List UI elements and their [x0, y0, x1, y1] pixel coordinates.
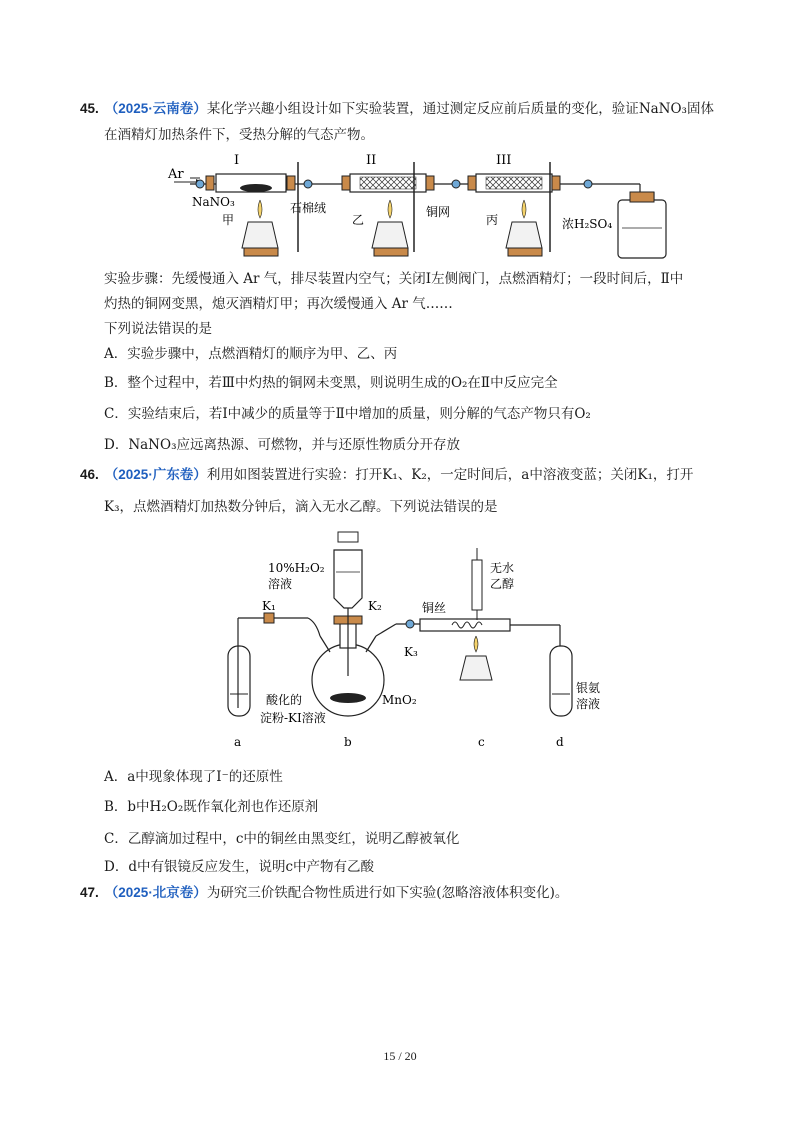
q45-steps-line2: 灼热的铜网变黑，熄灭酒精灯甲；再次缓慢通入 Ar 气……	[104, 296, 453, 312]
q46-label-mno2: MnO₂	[382, 693, 417, 707]
q45-prompt: 下列说法错误的是	[104, 321, 212, 337]
q45-label-asbestos: 石棉绒	[290, 201, 327, 215]
q45-number: 45.	[80, 101, 99, 116]
q45-label-tube1: I	[234, 153, 240, 168]
q45-stem	[80, 96, 730, 148]
q45-stem-line1-end: 固体	[686, 101, 714, 117]
q46-label-k2: K₂	[368, 599, 382, 613]
q46-label-c: c	[478, 735, 485, 749]
q46-label-anhydrous: 无水	[490, 561, 515, 575]
q46-option-a: A．a中现象体现了I⁻的还原性	[104, 769, 283, 785]
q47-number: 47.	[80, 885, 99, 900]
q46-stem-line1	[80, 464, 710, 486]
q46-apparatus-figure	[220, 528, 600, 750]
q46-label-h2o2: 10%H₂O₂	[268, 561, 325, 575]
q47-stem	[80, 882, 710, 904]
q45-option-b: B．整个过程中，若Ⅲ中灼热的铜网未变黑，则说明生成的O₂在Ⅱ中反应完全	[104, 375, 558, 391]
q45-label-tube2: II	[366, 153, 377, 168]
q46-stem-line2: K₃，点燃酒精灯加热数分钟后，滴入无水乙醇。下列说法错误的是	[104, 499, 498, 515]
q45-formula: NaNO₃	[638, 101, 687, 117]
q45-label-lamp1: 甲	[222, 213, 235, 227]
q47-source: （2025·北京卷）	[104, 885, 207, 900]
q46-option-d: D．d中有银镜反应发生，说明c中产物有乙酸	[104, 859, 375, 875]
q46-option-c: C．乙醇滴加过程中，c中的铜丝由黑变红，说明乙醇被氧化	[104, 831, 460, 847]
q45-steps-line1: 实验步骤：先缓慢通入 Ar 气，排尽装置内空气；关闭Ⅰ左侧阀门，点燃酒精灯；一段时间后，Ⅱ中	[104, 271, 684, 287]
q45-option-a: A．实验步骤中，点燃酒精灯的顺序为甲、乙、丙	[104, 346, 398, 362]
q46-source: （2025·广东卷）	[104, 467, 207, 482]
q45-source: （2025·云南卷）	[104, 101, 207, 116]
q45-label-h2so4: 浓H₂SO₄	[562, 217, 613, 231]
q46-label-k3: K₃	[404, 645, 418, 659]
q45-option-c: C．实验结束后，若Ⅰ中减少的质量等于Ⅱ中增加的质量，则分解的气态产物只有O₂	[104, 406, 591, 422]
q45-stem-line1: 某化学兴趣小组设计如下实验装置，通过测定反应前后质量的变化，验证	[206, 101, 639, 117]
page-number: 15 / 20	[383, 1049, 417, 1063]
q46-label-b: b	[344, 735, 352, 749]
q46-label-starch-ki: 淀粉-KI溶液	[260, 711, 326, 725]
q45-stem-line2: 在酒精灯加热条件下，受热分解的气态产物。	[104, 127, 374, 143]
q46-label-d: d	[556, 735, 564, 749]
q45-label-lamp2: 乙	[352, 213, 365, 227]
q45-option-d: D．NaNO₃应远离热源、可燃物，并与还原性物质分开存放	[104, 437, 460, 453]
q46-label-ethanol: 乙醇	[490, 577, 515, 591]
q45-label-copper-mesh: 铜网	[426, 205, 451, 219]
q45-apparatus-figure	[160, 152, 670, 264]
q46-label-copper-wire: 铜丝	[422, 601, 447, 615]
q46-label-solution: 溶液	[268, 577, 293, 591]
q47-stem-text: 为研究三价铁配合物性质进行如下实验(忽略溶液体积变化)。	[206, 885, 569, 901]
q45-label-nano3: NaNO₃	[192, 195, 235, 209]
q45-label-lamp3: 丙	[486, 213, 499, 227]
q46-number: 46.	[80, 467, 99, 482]
q46-label-silver-ammonia: 银氨	[576, 681, 600, 695]
q46-label-a: a	[234, 735, 242, 749]
q46-label-k1: K₁	[262, 599, 276, 613]
q45-label-tube3: III	[496, 153, 512, 168]
q46-label-silver-solution: 溶液	[576, 697, 600, 711]
q46-option-b: B．b中H₂O₂既作氧化剂也作还原剂	[104, 799, 319, 815]
q45-label-ar: Ar	[168, 167, 184, 182]
q46-stem-text: 利用如图装置进行实验：打开K₁、K₂，一定时间后，a中溶液变蓝；关闭K₁，打开	[206, 467, 694, 483]
q46-label-acidified: 酸化的	[266, 693, 303, 707]
